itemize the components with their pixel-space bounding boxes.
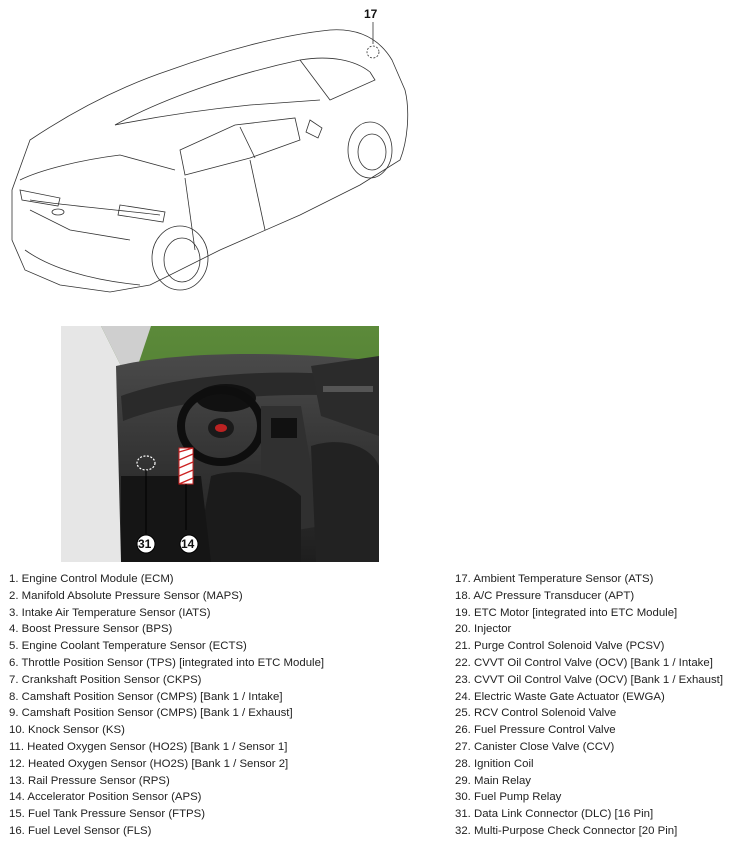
list-item: 9. Camshaft Position Sensor (CMPS) [Bank 1 / Exhaust]: [9, 707, 293, 720]
car-outline-svg: [0, 0, 420, 300]
list-item: 14. Accelerator Position Sensor (APS): [9, 791, 202, 804]
list-item: 30. Fuel Pump Relay: [455, 791, 562, 804]
list-item: 22. CVVT Oil Control Valve (OCV) [Bank 1 / Intake]: [455, 656, 713, 669]
component-list-right: [455, 571, 745, 840]
list-item: 16. Fuel Level Sensor (FLS): [9, 824, 152, 837]
callout-17: 17: [364, 7, 378, 21]
list-item: 29. Main Relay: [455, 774, 531, 787]
list-item: 25. RCV Control Solenoid Valve: [455, 707, 617, 720]
component-list-left: [9, 571, 439, 840]
car-line-drawing: [0, 0, 420, 300]
list-item: 31. Data Link Connector (DLC) [16 Pin]: [455, 808, 654, 821]
callout-14: 14: [181, 537, 195, 551]
list-item: 12. Heated Oxygen Sensor (HO2S) [Bank 1 / Sensor 2]: [9, 757, 289, 770]
list-item: 7. Crankshaft Position Sensor (CKPS): [9, 673, 202, 686]
list-item: 24. Electric Waste Gate Actuator (EWGA): [455, 690, 665, 703]
list-item: 23. CVVT Oil Control Valve (OCV) [Bank 1 / Exhaust]: [455, 673, 723, 686]
list-item: 26. Fuel Pressure Control Valve: [455, 724, 616, 737]
list-item: 27. Canister Close Valve (CCV): [455, 740, 615, 753]
list-item: 28. Ignition Coil: [455, 757, 534, 770]
list-item: 6. Throttle Position Sensor (TPS) [integrated into ETC Module]: [9, 656, 325, 669]
list-item: 5. Engine Coolant Temperature Sensor (ECTS): [9, 640, 247, 653]
list-item: 1. Engine Control Module (ECM): [9, 573, 174, 585]
list-item: 18. A/C Pressure Transducer (APT): [455, 589, 635, 602]
list-item: 10. Knock Sensor (KS): [9, 724, 125, 737]
list-item: 2. Manifold Absolute Pressure Sensor (MAPS): [9, 589, 243, 602]
list-item: 13. Rail Pressure Sensor (RPS): [9, 774, 170, 787]
callout-31: 31: [138, 537, 152, 551]
list-item: 19. ETC Motor [integrated into ETC Module]: [455, 606, 678, 619]
list-item: 8. Camshaft Position Sensor (CMPS) [Bank 1 / Intake]: [9, 690, 283, 703]
list-item: 11. Heated Oxygen Sensor (HO2S) [Bank 1 / Sensor 1]: [9, 740, 288, 753]
list-item: 15. Fuel Tank Pressure Sensor (FTPS): [9, 808, 206, 821]
list-item: 20. Injector: [455, 623, 512, 636]
list-item: 32. Multi-Purpose Check Connector [20 Pin]: [455, 824, 678, 837]
list-item: 3. Intake Air Temperature Sensor (IATS): [9, 606, 211, 619]
interior-photo-svg: [61, 326, 379, 562]
list-item: 4. Boost Pressure Sensor (BPS): [9, 623, 173, 636]
interior-photo: [61, 326, 379, 562]
list-item: 17. Ambient Temperature Sensor (ATS): [455, 573, 654, 585]
list-item: 21. Purge Control Solenoid Valve (PCSV): [455, 640, 665, 653]
